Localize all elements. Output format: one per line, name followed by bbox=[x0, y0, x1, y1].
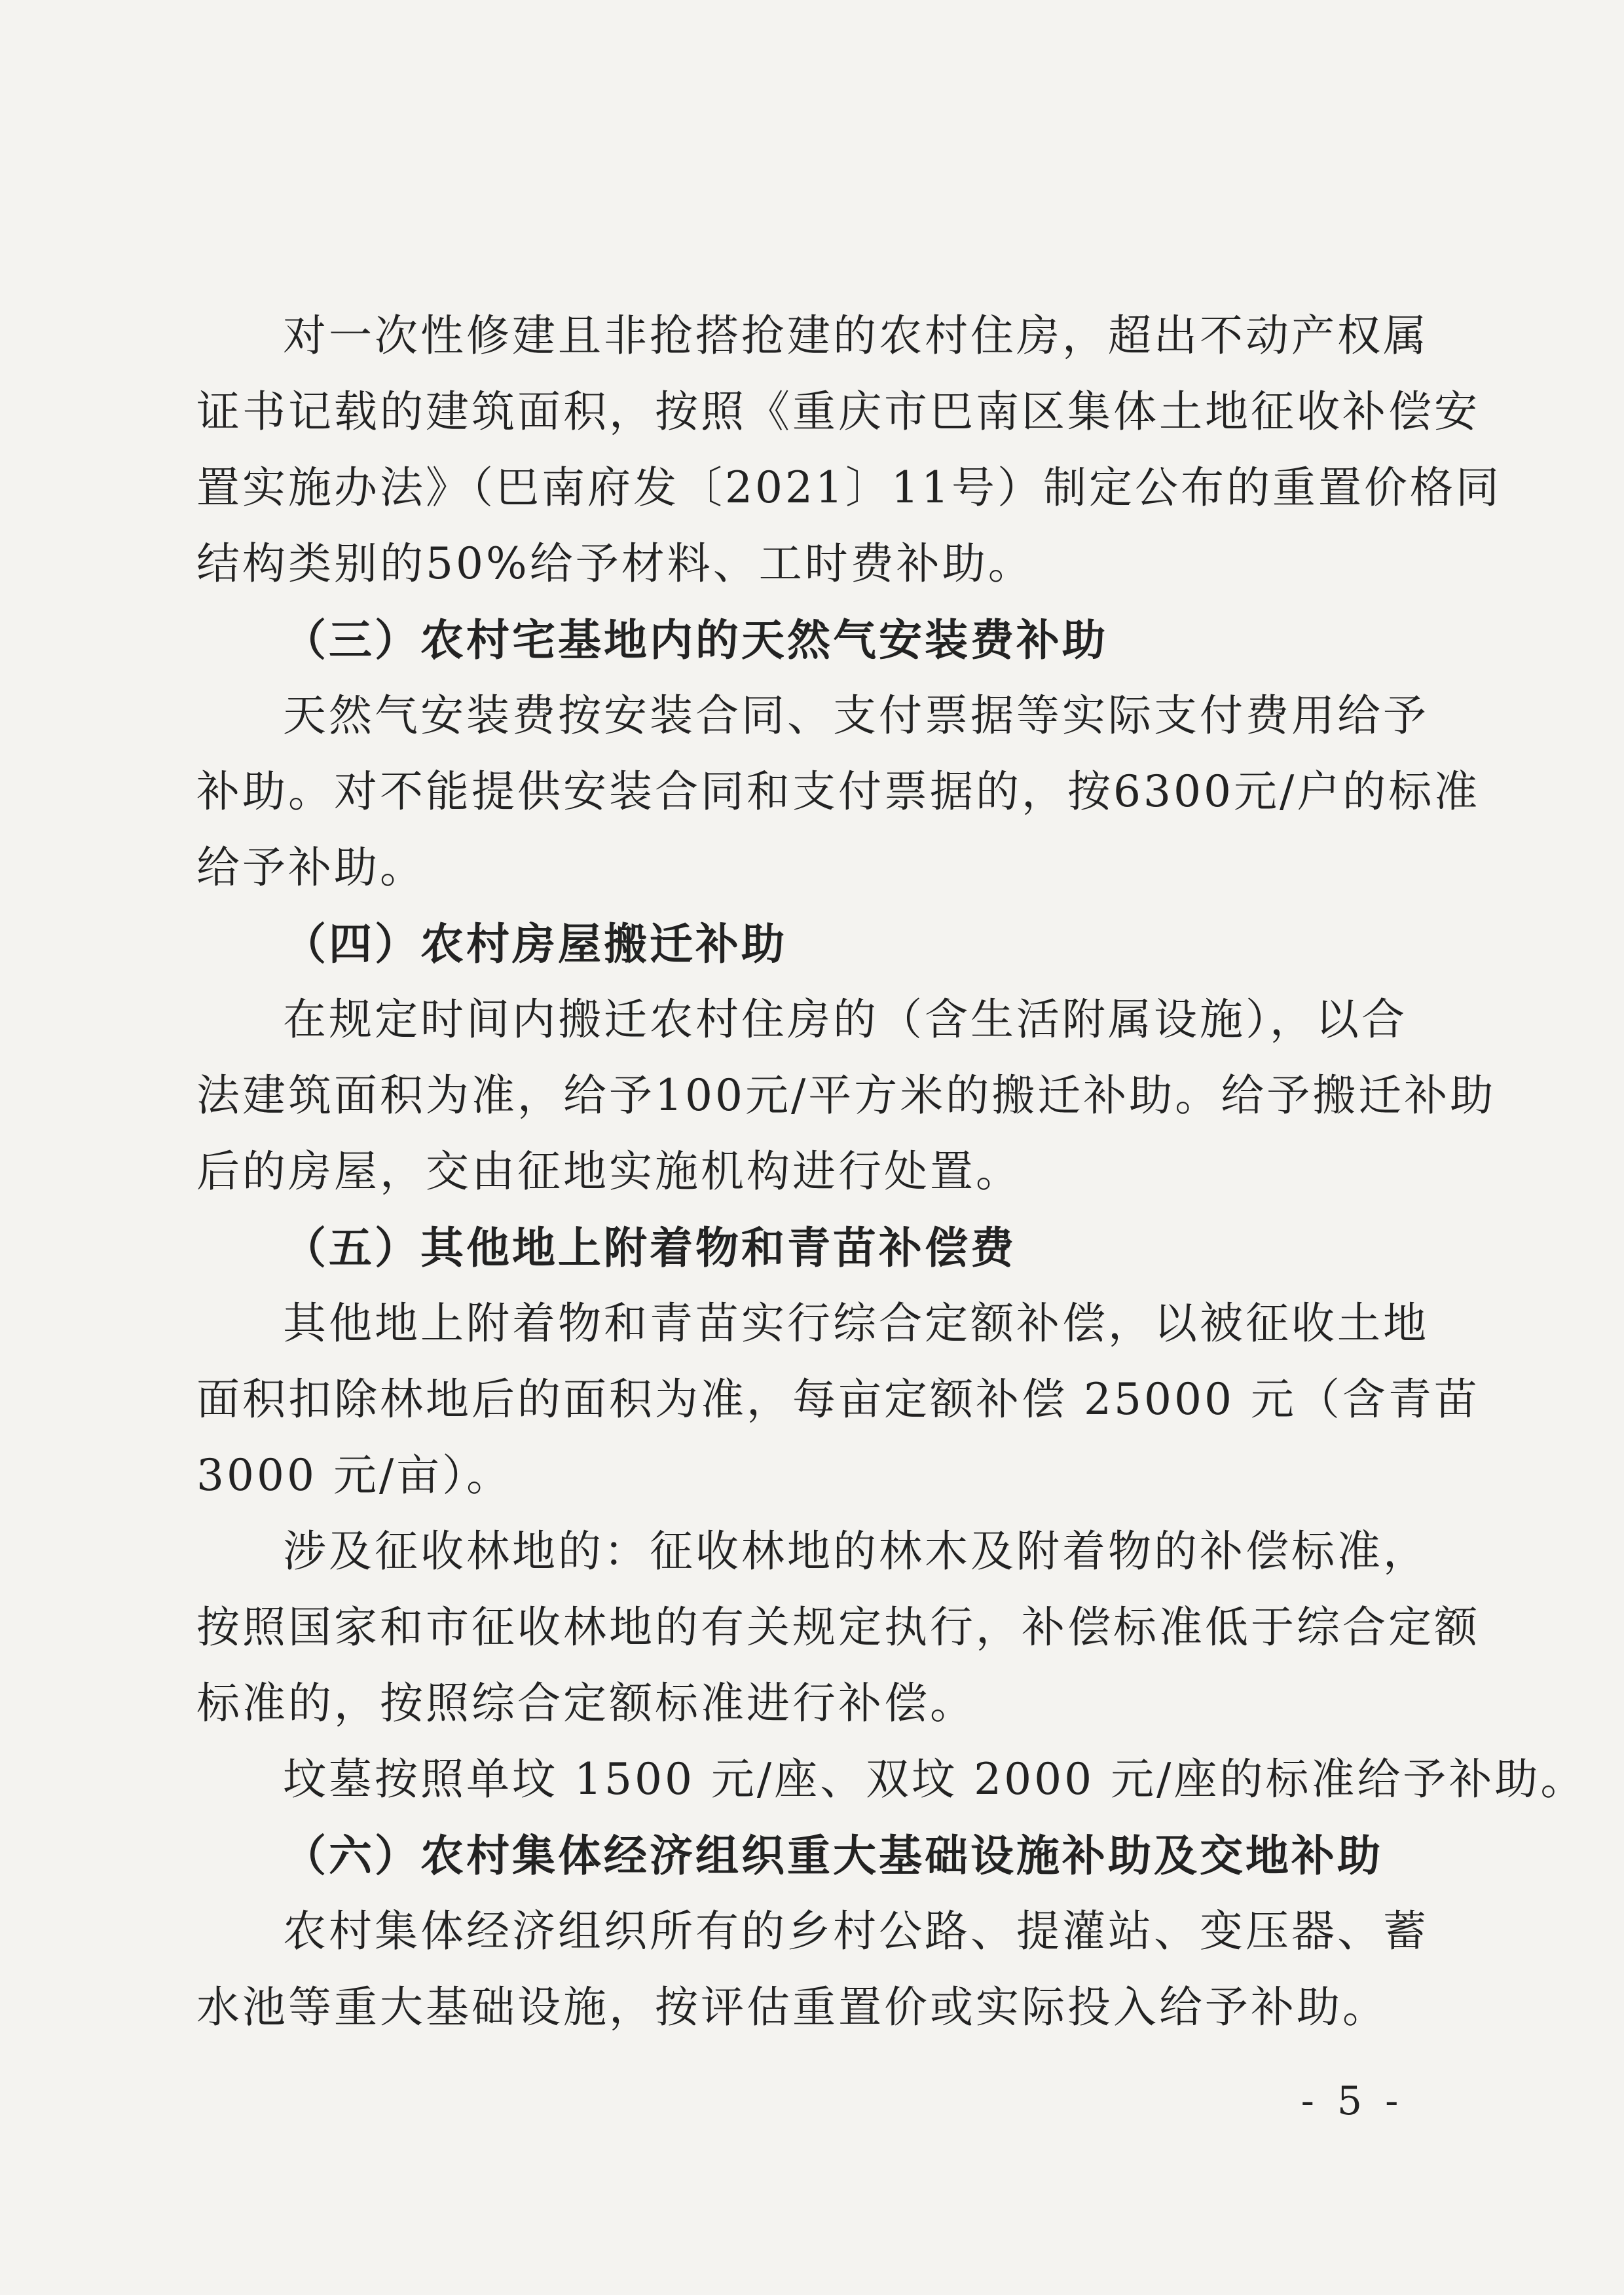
paragraph-line: 按照国家和市征收林地的有关规定执行，补偿标准低于综合定额 bbox=[196, 1602, 1480, 1652]
document-body bbox=[196, 298, 1587, 2045]
paragraph-line: 农村集体经济组织所有的乡村公路、提灌站、变压器、蓄 bbox=[283, 1906, 1429, 1956]
paragraph-line: 天然气安装费按安装合同、支付票据等实际支付费用给予 bbox=[283, 690, 1429, 741]
paragraph-line: 法建筑面积为准，给予100元/平方米的搬迁补助。给予搬迁补助 bbox=[196, 1070, 1496, 1121]
paragraph-line: 3000 元/亩）。 bbox=[196, 1450, 513, 1501]
body-paragraph bbox=[196, 982, 1496, 1210]
body-paragraph bbox=[196, 1742, 1587, 1818]
body-paragraph bbox=[196, 1286, 1480, 1514]
paragraph-line: 结构类别的50%给予材料、工时费补助。 bbox=[196, 538, 1034, 589]
paragraph-line: 对一次性修建且非抢搭抢建的农村住房，超出不动产权属 bbox=[283, 310, 1429, 361]
body-paragraph bbox=[196, 1894, 1429, 2045]
body-paragraph bbox=[196, 1514, 1480, 1742]
paragraph-line: 证书记载的建筑面积，按照《重庆市巴南区集体土地征收补偿安 bbox=[196, 386, 1480, 437]
paragraph-line: 后的房屋，交由征地实施机构进行处置。 bbox=[196, 1146, 1022, 1197]
paragraph-line: 坟墓按照单坟 1500 元/座、双坟 2000 元/座的标准给予补助。 bbox=[283, 1754, 1587, 1804]
paragraph-line: 给予补助。 bbox=[196, 842, 426, 893]
paragraph-line: 补助。对不能提供安装合同和支付票据的，按6300元/户的标准 bbox=[196, 766, 1481, 817]
section-heading: （五）其他地上附着物和青苗补偿费 bbox=[283, 1222, 1016, 1273]
paragraph-line: 水池等重大基础设施，按评估重置价或实际投入给予补助。 bbox=[196, 1982, 1388, 2032]
section-heading: （三）农村宅基地内的天然气安装费补助 bbox=[283, 614, 1108, 665]
paragraph-line: 标准的，按照综合定额标准进行补偿。 bbox=[196, 1678, 976, 1728]
section-heading: （六）农村集体经济组织重大基础设施补助及交地补助 bbox=[283, 1830, 1383, 1881]
body-paragraph bbox=[196, 298, 1502, 602]
page-number: - 5 - bbox=[1301, 2078, 1404, 2124]
paragraph-line: 置实施办法》（巴南府发〔2021〕11号）制定公布的重置价格同 bbox=[196, 462, 1502, 513]
paragraph-line: 在规定时间内搬迁农村住房的（含生活附属设施），以合 bbox=[283, 994, 1407, 1045]
section-heading: （四）农村房屋搬迁补助 bbox=[283, 918, 787, 969]
paragraph-line: 面积扣除林地后的面积为准，每亩定额补偿 25000 元（含青苗 bbox=[196, 1374, 1480, 1425]
body-paragraph bbox=[196, 678, 1481, 906]
paragraph-line: 其他地上附着物和青苗实行综合定额补偿，以被征收土地 bbox=[283, 1298, 1429, 1349]
paragraph-line: 涉及征收林地的：征收林地的林木及附着物的补偿标准， bbox=[283, 1526, 1429, 1577]
